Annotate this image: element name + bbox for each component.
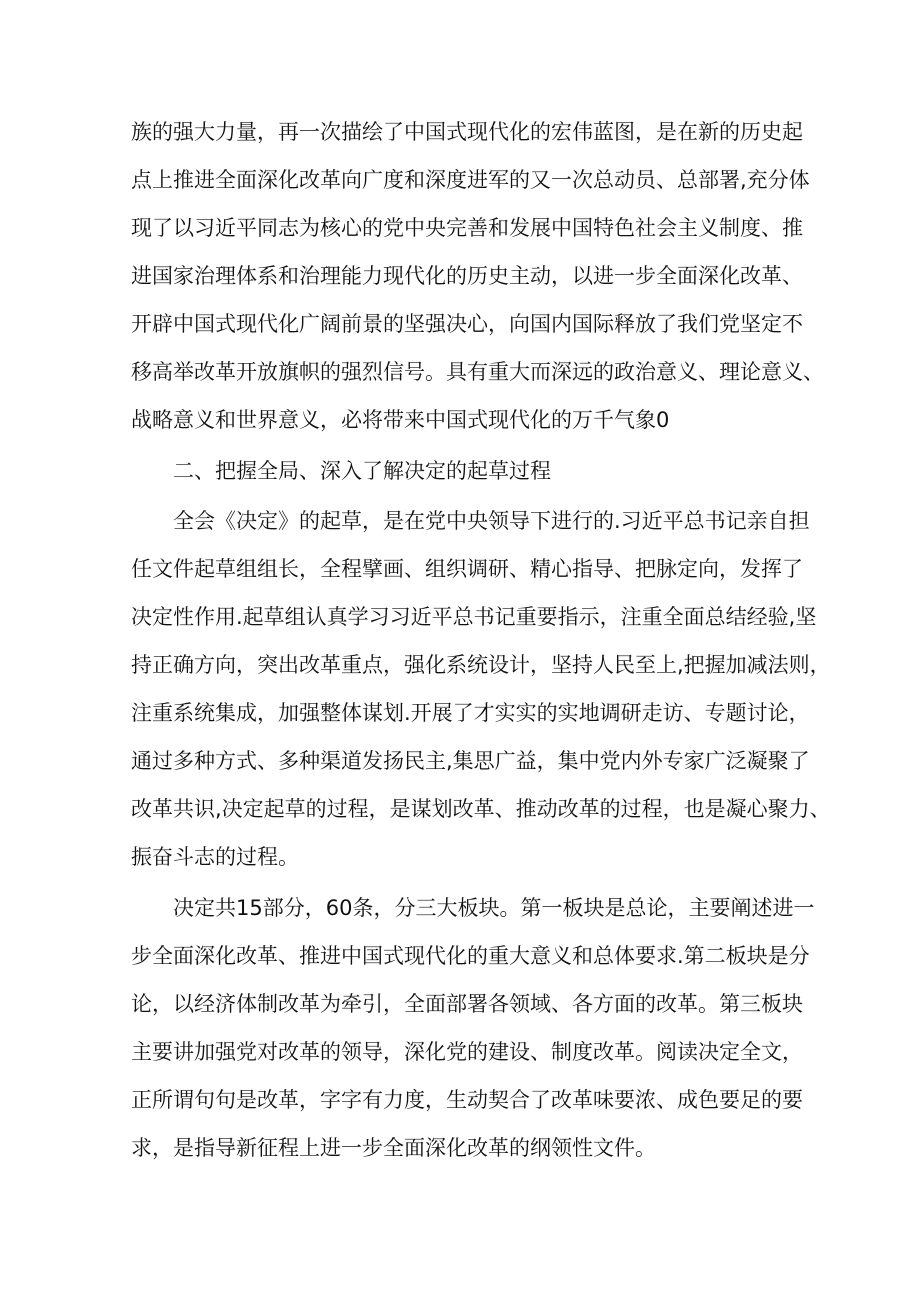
paragraph-line: 点上推进全面深化改革向广度和深度进军的又一次总动员、总部署,充分体	[131, 168, 810, 192]
paragraph-line: 持正确方向，突出改革重点，强化系统设计，坚持人民至上,把握加减法则，	[131, 653, 831, 677]
paragraph-line: 开辟中国式现代化广阔前景的坚强决心，向国内国际释放了我们党坚定不	[131, 312, 803, 336]
paragraph-line: 步全面深化改革、推进中国式现代化的重大意义和总体要求.第二板块是分	[131, 944, 810, 968]
heading-line: 二、把握全局、深入了解决定的起草过程	[173, 459, 551, 483]
paragraph-line: 族的强大力量，再一次描绘了中国式现代化的宏伟蓝图，是在新的历史起	[131, 120, 803, 144]
paragraph-line: 任文件起草组组长，全程擘画、组织调研、精心指导、把脉定向，发挥了	[131, 557, 803, 581]
paragraph-line: 现了以习近平同志为核心的党中央完善和发展中国特色社会主义制度、推	[131, 216, 803, 240]
paragraph-line: 求，是指导新征程上进一步全面深化改革的纲领性文件。	[131, 1136, 656, 1160]
paragraph-line: 决定性作用.起草组认真学习习近平总书记重要指示，注重全面总结经验,坚	[131, 605, 817, 629]
paragraph-line: 移高举改革开放旗帜的强烈信号。具有重大而深远的政治意义、理论意义、	[131, 360, 824, 384]
paragraph-line: 决定共15部分，60条，分三大板块。第一板块是总论，主要阐述进一	[173, 896, 815, 920]
paragraph-line: 通过多种方式、多种渠道发扬民主,集思广益，集中党内外专家广泛凝聚了	[131, 749, 810, 773]
paragraph-line: 振奋斗志的过程。	[131, 845, 299, 869]
paragraph-line: 全会《决定》的起草，是在党中央领导下进行的.习近平总书记亲自担	[173, 509, 810, 533]
paragraph-line: 战略意义和世界意义，必将带来中国式现代化的万千气象0	[131, 408, 670, 432]
paragraph-line: 正所谓句句是改革，字字有力度，生动契合了改革味要浓、成色要足的要	[131, 1088, 803, 1112]
paragraph-line: 改革共识,决定起草的过程，是谋划改革、推动改革的过程，也是凝心聚力、	[131, 797, 831, 821]
paragraph-line: 主要讲加强党对改革的领导，深化党的建设、制度改革。阅读决定全文，	[131, 1040, 803, 1064]
paragraph-line: 论，以经济体制改革为牵引，全面部署各领域、各方面的改革。第三板块	[131, 992, 803, 1016]
paragraph-line: 注重系统集成，加强整体谋划.开展了才实实的实地调研走访、专题讨论，	[131, 701, 810, 725]
paragraph-line: 进国家治理体系和治理能力现代化的历史主动，以进一步全面深化改革、	[131, 264, 803, 288]
